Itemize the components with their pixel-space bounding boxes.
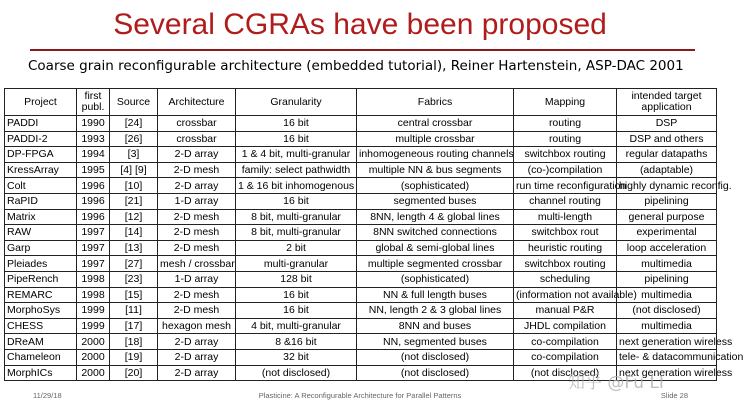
cell-granularity: 128 bit (236, 271, 357, 287)
cell-mapping: channel routing (514, 193, 617, 209)
header-project: Project (5, 89, 77, 116)
footer-presentation-title: Plasticine: A Reconfigurable Architecture for Parallel Patterns (258, 391, 462, 400)
cell-mapping: switchbox rout (514, 225, 617, 241)
header-source: Source (110, 89, 158, 116)
cell-architecture: 2-D mesh (158, 240, 236, 256)
cell-fabrics: NN, length 2 & 3 global lines (357, 303, 514, 319)
table-row (5, 225, 717, 241)
cell-source: [14] (110, 225, 158, 241)
cell-source: [26] (110, 131, 158, 147)
cell-source: [18] (110, 334, 158, 350)
cell-first-publ: 1993 (77, 131, 110, 147)
cell-project: PipeRench (5, 271, 77, 287)
slide-title: Several CGRAs have been proposed (113, 8, 607, 41)
cell-first-publ: 1995 (77, 162, 110, 178)
cell-architecture: 1-D array (158, 271, 236, 287)
cell-project: PADDI (5, 116, 77, 132)
table-row (5, 303, 717, 319)
cell-fabrics: multiple segmented crossbar (357, 256, 514, 272)
cell-first-publ: 1994 (77, 147, 110, 163)
cell-fabrics: multiple crossbar (357, 131, 514, 147)
cell-source: [17] (110, 318, 158, 334)
cell-fabrics: 8NN, length 4 & global lines (357, 209, 514, 225)
table-body (5, 116, 743, 381)
table-row (5, 131, 717, 147)
table-row (5, 209, 717, 225)
cell-fabrics: multiple NN & bus segments (357, 162, 514, 178)
cell-mapping: JHDL compilation (514, 318, 617, 334)
cell-project: CHESS (5, 318, 77, 334)
cell-first-publ: 1996 (77, 193, 110, 209)
cell-fabrics: inhomogeneous routing channels (357, 147, 514, 163)
cell-first-publ: 1998 (77, 287, 110, 303)
cell-mapping: scheduling (514, 271, 617, 287)
cell-mapping: co-compilation (514, 349, 617, 365)
table-header-row (5, 89, 717, 116)
cell-project: REMARC (5, 287, 77, 303)
cell-architecture: 2-D array (158, 334, 236, 350)
cell-architecture: crossbar (158, 116, 236, 132)
cell-target-application: (adaptable) (617, 162, 717, 178)
cell-architecture: 2-D mesh (158, 303, 236, 319)
cell-source: [13] (110, 240, 158, 256)
cell-source: [21] (110, 193, 158, 209)
cell-mapping: (information not available) (514, 287, 617, 303)
cell-target-application: (not disclosed) (617, 303, 717, 319)
title-divider (30, 49, 695, 51)
table-row (5, 349, 717, 365)
cell-fabrics: 8NN and buses (357, 318, 514, 334)
cell-first-publ: 1997 (77, 225, 110, 241)
citation-subtitle: Coarse grain reconfigurable architecture (embedded tutorial), Reiner Hartenstein, ASP-DAC 2001 (28, 58, 684, 74)
table-row (5, 271, 717, 287)
cell-architecture: 2-D mesh (158, 209, 236, 225)
cell-fabrics: global & semi-global lines (357, 240, 514, 256)
cell-project: DP-FPGA (5, 147, 77, 163)
cell-source: [23] (110, 271, 158, 287)
cell-project: Colt (5, 178, 77, 194)
table-row (5, 287, 717, 303)
cell-project: Chameleon (5, 349, 77, 365)
cell-mapping: switchbox routing (514, 256, 617, 272)
cell-mapping: (not disclosed) (514, 365, 617, 381)
cell-project: KressArray (5, 162, 77, 178)
cell-mapping: heuristic routing (514, 240, 617, 256)
cell-source: [27] (110, 256, 158, 272)
cell-project: RAW (5, 225, 77, 241)
cell-source: [4] [9] (110, 162, 158, 178)
cell-mapping: co-compilation (514, 334, 617, 350)
cell-mapping: manual P&R (514, 303, 617, 319)
cell-fabrics: NN, segmented buses (357, 334, 514, 350)
cell-project: DReAM (5, 334, 77, 350)
cell-granularity: 2 bit (236, 240, 357, 256)
table-row (5, 193, 717, 209)
cell-fabrics: (not disclosed) (357, 365, 514, 381)
cell-source: [12] (110, 209, 158, 225)
cell-architecture: crossbar (158, 131, 236, 147)
footer-date: 11/29/18 (33, 391, 62, 400)
cell-target-application: DSP and others (617, 131, 717, 147)
cell-project: Matrix (5, 209, 77, 225)
table-row (5, 162, 717, 178)
cell-source: [11] (110, 303, 158, 319)
cell-target-application: tele- & datacommunication (617, 349, 717, 365)
cell-source: [10] (110, 178, 158, 194)
cell-fabrics: (sophisticated) (357, 271, 514, 287)
cell-mapping: run time reconfiguration (514, 178, 617, 194)
cell-granularity: 4 bit, multi-granular (236, 318, 357, 334)
cell-first-publ: 1996 (77, 178, 110, 194)
cell-granularity: 16 bit (236, 131, 357, 147)
header-target-application: intended target application (617, 89, 717, 116)
cell-architecture: 1-D array (158, 193, 236, 209)
cell-granularity: 8 bit, multi-granular (236, 225, 357, 241)
table-row (5, 318, 717, 334)
cell-target-application: experimental (617, 225, 717, 241)
cell-project: MorphICs (5, 365, 77, 381)
cell-project: Pleiades (5, 256, 77, 272)
cell-first-publ: 1999 (77, 303, 110, 319)
cell-architecture: 2-D mesh (158, 287, 236, 303)
cell-granularity: 1 & 4 bit, multi-granular (236, 147, 357, 163)
cell-target-application: next generation wireless (617, 334, 717, 350)
cell-source: [15] (110, 287, 158, 303)
table-row (5, 256, 717, 272)
cell-first-publ: 1999 (77, 318, 110, 334)
cell-architecture: 2-D array (158, 349, 236, 365)
cell-mapping: routing (514, 131, 617, 147)
cell-target-application: DSP (617, 116, 717, 132)
cell-source: [20] (110, 365, 158, 381)
cell-granularity: (not disclosed) (236, 365, 357, 381)
cell-granularity: 16 bit (236, 116, 357, 132)
cell-granularity: family: select pathwidth (236, 162, 357, 178)
cell-mapping: routing (514, 116, 617, 132)
table-row (5, 116, 717, 132)
cell-project: MorphoSys (5, 303, 77, 319)
cell-architecture: 2-D mesh (158, 225, 236, 241)
cell-first-publ: 1998 (77, 271, 110, 287)
cell-target-application: pipelining (617, 193, 717, 209)
cell-granularity: 16 bit (236, 287, 357, 303)
footer-slide-number: Slide 28 (660, 391, 688, 400)
cell-first-publ: 1996 (77, 209, 110, 225)
cell-target-application: next generation wireless (617, 365, 717, 381)
cell-target-application: regular datapaths (617, 147, 717, 163)
cell-architecture: 2-D mesh (158, 162, 236, 178)
cell-target-application: pipelining (617, 271, 717, 287)
cell-target-application: highly dynamic reconfig. (617, 178, 717, 194)
cell-fabrics: (not disclosed) (357, 349, 514, 365)
cell-architecture: mesh / crossbar (158, 256, 236, 272)
table-row (5, 147, 717, 163)
cell-granularity: 8 &16 bit (236, 334, 357, 350)
cell-mapping: switchbox routing (514, 147, 617, 163)
watermark: 知乎 @Fu LI (568, 373, 664, 393)
cell-architecture: 2-D array (158, 178, 236, 194)
cell-target-application: loop acceleration (617, 240, 717, 256)
cell-target-application: multimedia (617, 287, 717, 303)
cell-fabrics: central crossbar (357, 116, 514, 132)
cell-granularity: 1 & 16 bit inhomogenous (236, 178, 357, 194)
cell-fabrics: 8NN switched connections (357, 225, 514, 241)
cell-granularity: 8 bit, multi-granular (236, 209, 357, 225)
cell-fabrics: NN & full length buses (357, 287, 514, 303)
cell-target-application: general purpose (617, 209, 717, 225)
cell-source: [24] (110, 116, 158, 132)
cell-fabrics: (sophisticated) (357, 178, 514, 194)
header-mapping: Mapping (514, 89, 617, 116)
cell-project: RaPID (5, 193, 77, 209)
header-fabrics: Fabrics (357, 89, 514, 116)
cell-fabrics: segmented buses (357, 193, 514, 209)
cell-architecture: hexagon mesh (158, 318, 236, 334)
cell-granularity: 16 bit (236, 193, 357, 209)
cell-target-application: multimedia (617, 318, 717, 334)
cell-first-publ: 1997 (77, 256, 110, 272)
cell-architecture: 2-D array (158, 147, 236, 163)
cell-mapping: (co-)compilation (514, 162, 617, 178)
cell-first-publ: 2000 (77, 349, 110, 365)
table-row (5, 178, 717, 194)
header-architecture: Architecture (158, 89, 236, 116)
cell-project: PADDI-2 (5, 131, 77, 147)
cell-project: Garp (5, 240, 77, 256)
cell-source: [19] (110, 349, 158, 365)
cell-architecture: 2-D array (158, 365, 236, 381)
cell-granularity: 16 bit (236, 303, 357, 319)
cell-first-publ: 1990 (77, 116, 110, 132)
cell-first-publ: 2000 (77, 334, 110, 350)
cgra-table (4, 88, 743, 381)
cell-mapping: multi-length (514, 209, 617, 225)
cell-first-publ: 1997 (77, 240, 110, 256)
table-row (5, 334, 717, 350)
cell-granularity: 32 bit (236, 349, 357, 365)
header-granularity: Granularity (236, 89, 357, 116)
cell-source: [3] (110, 147, 158, 163)
header-first-publ: first publ. (77, 89, 110, 116)
table-row (5, 240, 717, 256)
cell-target-application: multimedia (617, 256, 717, 272)
cell-granularity: multi-granular (236, 256, 357, 272)
cell-first-publ: 2000 (77, 365, 110, 381)
